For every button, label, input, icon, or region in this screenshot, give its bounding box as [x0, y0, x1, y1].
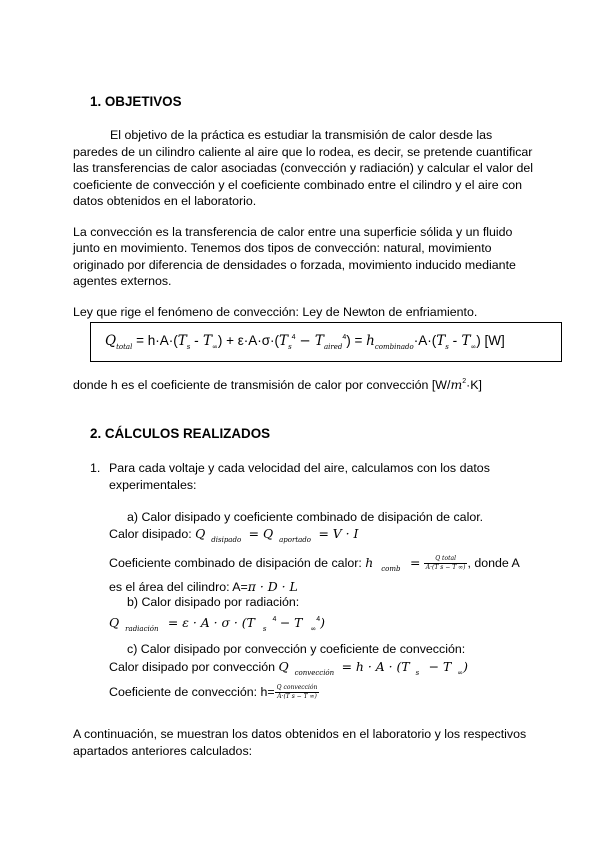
- fraction-hcomb: $\frac{\text{Q total}}{\text{A·(T s − T ∞)}}$: [425, 555, 466, 572]
- paragraph-line: El objetivo de la práctica es estudiar la transmisión de calor desde las: [110, 128, 493, 142]
- paragraph-line: A continuación, se muestran los datos obtenidos en el laboratorio y los respectivos: [73, 727, 527, 741]
- paragraph-line: La convección es la transferencia de calor entre una superficie sólida y un fluido: [73, 225, 513, 239]
- paragraph-line: datos obtenidos en el laboratorio.: [73, 194, 257, 208]
- paragraph-line: junto en movimiento. Tenemos dos tipos de convección: natural, movimiento: [73, 241, 492, 255]
- list-item-line: Para cada voltaje y cada velocidad del aire, calculamos con los datos: [109, 461, 490, 475]
- paragraph-line: donde h es el coeficiente de transmisión de calor por convección $[W/m^2\cdot K]$: [73, 377, 482, 392]
- paragraph-line: coeficiente de convección y el coeficiente combinado entre el cilindro y el aire con: [73, 178, 523, 192]
- fraction-hconv: $\frac{\text{Q convección}}{\text{A·(T s − T ∞)}}$: [276, 684, 318, 700]
- paragraph-line: Ley que rige el fenómeno de convección: Ley de Newton de enfriamiento.: [73, 305, 478, 319]
- coef-conveccion-line: Coeficiente de convección: h= $\frac{\text{Q convección}}{\text{A·(T s − T ∞)}}$: [109, 684, 318, 700]
- paragraph-line: paredes de un cilindro caliente al aire que lo rodea, es decir, se pretende cuantificar: [73, 145, 533, 159]
- paragraph-line: apartados anteriores calculados:: [73, 744, 253, 758]
- area-line: es el área del cilindro: A=π · D · L: [109, 579, 298, 594]
- calor-disipado-line: Calor disipado: Q $_{disipado}$ = Q $_{aportado}$ = V · I: [109, 526, 359, 544]
- subitem-b-label: b) Calor disipado por radiación:: [127, 595, 300, 609]
- subitem-c-label: c) Calor disipado por convección y coeficiente de convección:: [127, 642, 466, 656]
- coef-combinado-line: Coeficiente combinado de disipación de calor: h $_{comb}$ = $\frac{\text{Q total}}{\text{A·(T s − T ∞)}}$ , donde A: [109, 555, 520, 573]
- subitem-a-label: a) Calor disipado y coeficiente combinado de disipación de calor.: [127, 510, 484, 524]
- paragraph-line: las transferencias de calor asociadas (convección y radiación) y calcular el valor del: [73, 161, 534, 175]
- section-heading-objetivos: 1. OBJETIVOS: [90, 94, 182, 109]
- newton-cooling-equation: $Q_{total} = h\cdot A\cdot(T_s - T_\infty) + \varepsilon\cdot A\cdot\sigma\cdot(T_s^4 - T_{aired}^4) = h_{combinado}\cdot A\cdot(T_s - T_\infty)$ [W]: [105, 333, 505, 351]
- calor-conveccion-line: Calor disipado por convección Q $_{convección}$ = h · A · (T $_s$ − T $_\infty$): [109, 659, 468, 677]
- newton-cooling-equation-box: [90, 322, 562, 362]
- radiacion-equation: Q $_{radiación}$ = ε · A · σ · (T $_s^4$ − T $_\infty^4$): [109, 615, 325, 633]
- list-item-line: experimentales:: [109, 478, 197, 492]
- section-heading-calculos: 2. CÁLCULOS REALIZADOS: [90, 426, 271, 441]
- paragraph-line: agentes externos.: [73, 274, 172, 288]
- paragraph-line: originado por diferencia de densidades o forzada, movimiento inducido mediante: [73, 258, 516, 272]
- list-item-number: 1.: [90, 461, 101, 475]
